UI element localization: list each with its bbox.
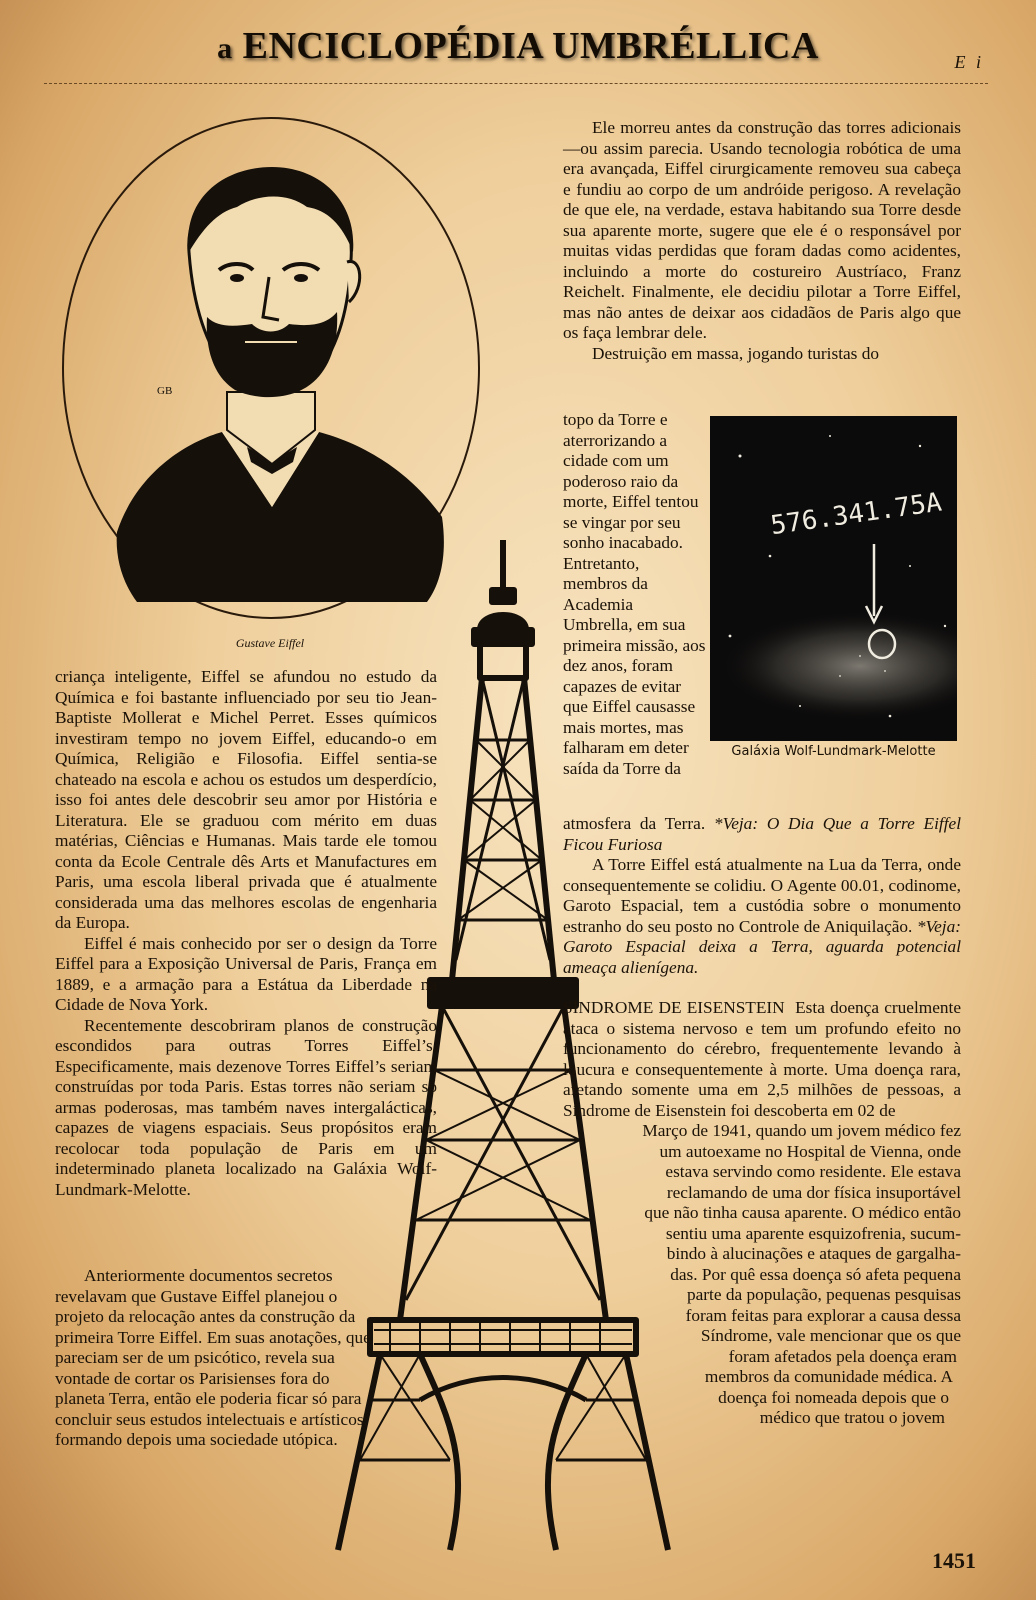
syndrome-line: sentiu uma aparente esquizofrenia, sucum- bbox=[665, 1223, 961, 1243]
syndrome-line: Março de 1941, quando um jovem médico fez bbox=[642, 1121, 961, 1140]
right-paragraph-2-wrap: topo da Torre e aterrorizando a cidade com um poderoso raio da morte, Eiffel tentou se vingar por seu sonho inacabado. Entretanto, membros da Academia Umbrella, em sua primeira missão, aos dez anos, foram capazes de evitar que Eiffel causasse mais mortes, mas falharam em deter saída da Torre da bbox=[563, 410, 706, 778]
right-paragraph-2-tail: atmosfera da Terra. bbox=[563, 814, 706, 833]
syndrome-heading: SÍNDROME DE EISENSTEIN bbox=[563, 998, 785, 1017]
syndrome-line: médico que tratou o jovem bbox=[759, 1408, 945, 1427]
syndrome-line: estava servindo como residente. Ele estava bbox=[665, 1162, 961, 1181]
left-paragraph-3: Recentemente descobriram planos de construção escondidos para outras Torres Eiffel’s. Especificamente, mais dezenove Torres Eiffel’s seriam construídas por toda Paris. Estas torres não seriam só armas poderosas, mas também naves intergalácticas, capazes de viagens espaciais. Seus propósitos eram recolocar toda população de Paris em um indeterminado planeta localizado na Galáxia Wolf-Lundmark-Melotte. bbox=[55, 1015, 437, 1199]
page-number: 1451 bbox=[932, 1548, 976, 1573]
right-paragraph-1: Ele morreu antes da construção das torres adicionais—ou assim parecia. Usando tecnologia robótica de uma era avançada, Eiffel cirurgicamente removeu sua cabeça e fundiu ao corpo de um andróide perigoso. A revelação de que ele, na verdade, estava habitando sua Torre desde sua aparente morte, sugere que ele é o responsável por muitas vidas perdidas que foram dadas como acidentes, incluindo a morte do costureiro Austríaco, Franz Reichelt. Finalmente, ele decidiu pilotar a Torre Eiffel, mas não antes de deixar aos cidadãos de Paris algo que os faça lembrar dele. bbox=[563, 118, 961, 342]
section-code: E i bbox=[954, 52, 984, 72]
galaxy-caption: Galáxia Wolf-Lundmark-Melotte bbox=[731, 744, 936, 759]
syndrome-line: membros da comunidade médica. A bbox=[704, 1367, 953, 1386]
right-paragraph-2-lead: Destruição em massa, jogando turistas do bbox=[592, 343, 879, 363]
portrait-monogram: GB bbox=[157, 385, 173, 397]
right-column-top bbox=[563, 118, 961, 364]
syndrome-line: que não tinha causa aparente. O médico então bbox=[644, 1203, 961, 1222]
right-column-mid bbox=[563, 814, 961, 1429]
syndrome-line: doença foi nomeada depois que o bbox=[718, 1387, 949, 1407]
left-paragraph-1: criança inteligente, Eiffel se afundou no estudo da Química e foi bastante influenciado por seu tio Jean-Baptiste Mollerat e Michel Perret. Esses químicos investiram tempo no jovem Eiffel, educando-o em Química, Religião e Filosofia. Eiffel sentia-se chateado na escola e achou os estudos um desperdício, isso foi antes dele descobrir seu amor por História e Literatura. Ele se graduou com mérito em duas matérias, Ciências e Humanas. Mais tarde ele tomou conta da Ecole Centrale dês Arts et Manufactures em Paris, uma escola liberal privada que é atualmente considerada uma das melhores escolas de engenharia da Europa. bbox=[55, 667, 437, 932]
title-prefix: a bbox=[217, 32, 233, 65]
header-divider bbox=[44, 83, 988, 84]
left-paragraph-4: Anteriormente documentos secretos revelavam que Gustave Eiffel planejou o projeto da relocação antes da construção da primeira Torre Eiffel. Em suas anotações, que pareciam ser de um psicótico, revela sua vontade de cortar os Parisienses fora do planeta Terra, então ele poderia ficar só para concluir seus estudos intelectuais e artísticos, formando depois uma sociedade utópica. bbox=[55, 1266, 371, 1449]
right-paragraph-3: A Torre Eiffel está atualmente na Lua da Terra, onde consequentemente se colidiu. O Agente 00.01, codinome, Garoto Espacial, tem a custódia sobre o monumento estranho do seu posto no Controle de Aniquilação. bbox=[563, 855, 961, 936]
galaxy-photo bbox=[710, 416, 957, 741]
left-column-narrow bbox=[55, 1266, 383, 1451]
portrait-caption: Gustave Eiffel bbox=[235, 636, 305, 650]
left-paragraph-2: Eiffel é mais conhecido por ser o design da Torre Eiffel para a Exposição Universal de Paris, França em 1889, e a armação para a Estátua da Liberdade na Cidade de Nova York. bbox=[55, 933, 437, 1014]
page-title bbox=[0, 24, 1036, 68]
syndrome-line: foram afetados pela doença eram bbox=[728, 1346, 957, 1366]
syndrome-line: parte da população, pequenas pesquisas bbox=[686, 1285, 961, 1304]
left-column bbox=[55, 667, 437, 1200]
syndrome-line: um autoexame no Hospital de Vienna, onde bbox=[659, 1141, 961, 1161]
syndrome-line: foram feitas para explorar a causa dessa bbox=[685, 1305, 961, 1325]
see-reference-1: *Veja: O Dia Que a Torre Eiffel Ficou Furiosa bbox=[563, 814, 961, 854]
galaxy-label: 576.341.75A bbox=[768, 487, 944, 542]
syndrome-line: reclamando de uma dor física insuportável bbox=[666, 1182, 961, 1202]
see-reference-2: *Veja: Garoto Espacial deixa a Terra, aguarda potencial ameaça alienígena. bbox=[563, 916, 961, 977]
syndrome-wrap-lines bbox=[563, 1121, 961, 1429]
title-text: ENCICLOPÉDIA UMBRÉLLICA bbox=[242, 25, 819, 67]
syndrome-line: bindo à alucinações e ataques de gargalha- bbox=[666, 1244, 961, 1263]
syndrome-line: das. Por quê essa doença só afeta pequena bbox=[670, 1264, 961, 1284]
syndrome-text: Esta doença cruelmente ataca o sistema nervoso e tem um profundo efeito no funcionamento do cérebro, frequentemente levando à loucura e consequentemente à morte. Uma doença rara, afetando somente uma em 2,5 milhões de pessoas, a Síndrome de Eisenstein foi descoberta em 02 de bbox=[563, 998, 961, 1120]
right-column-wrap bbox=[563, 410, 706, 779]
syndrome-line: Síndrome, vale mencionar que os que bbox=[700, 1326, 961, 1345]
